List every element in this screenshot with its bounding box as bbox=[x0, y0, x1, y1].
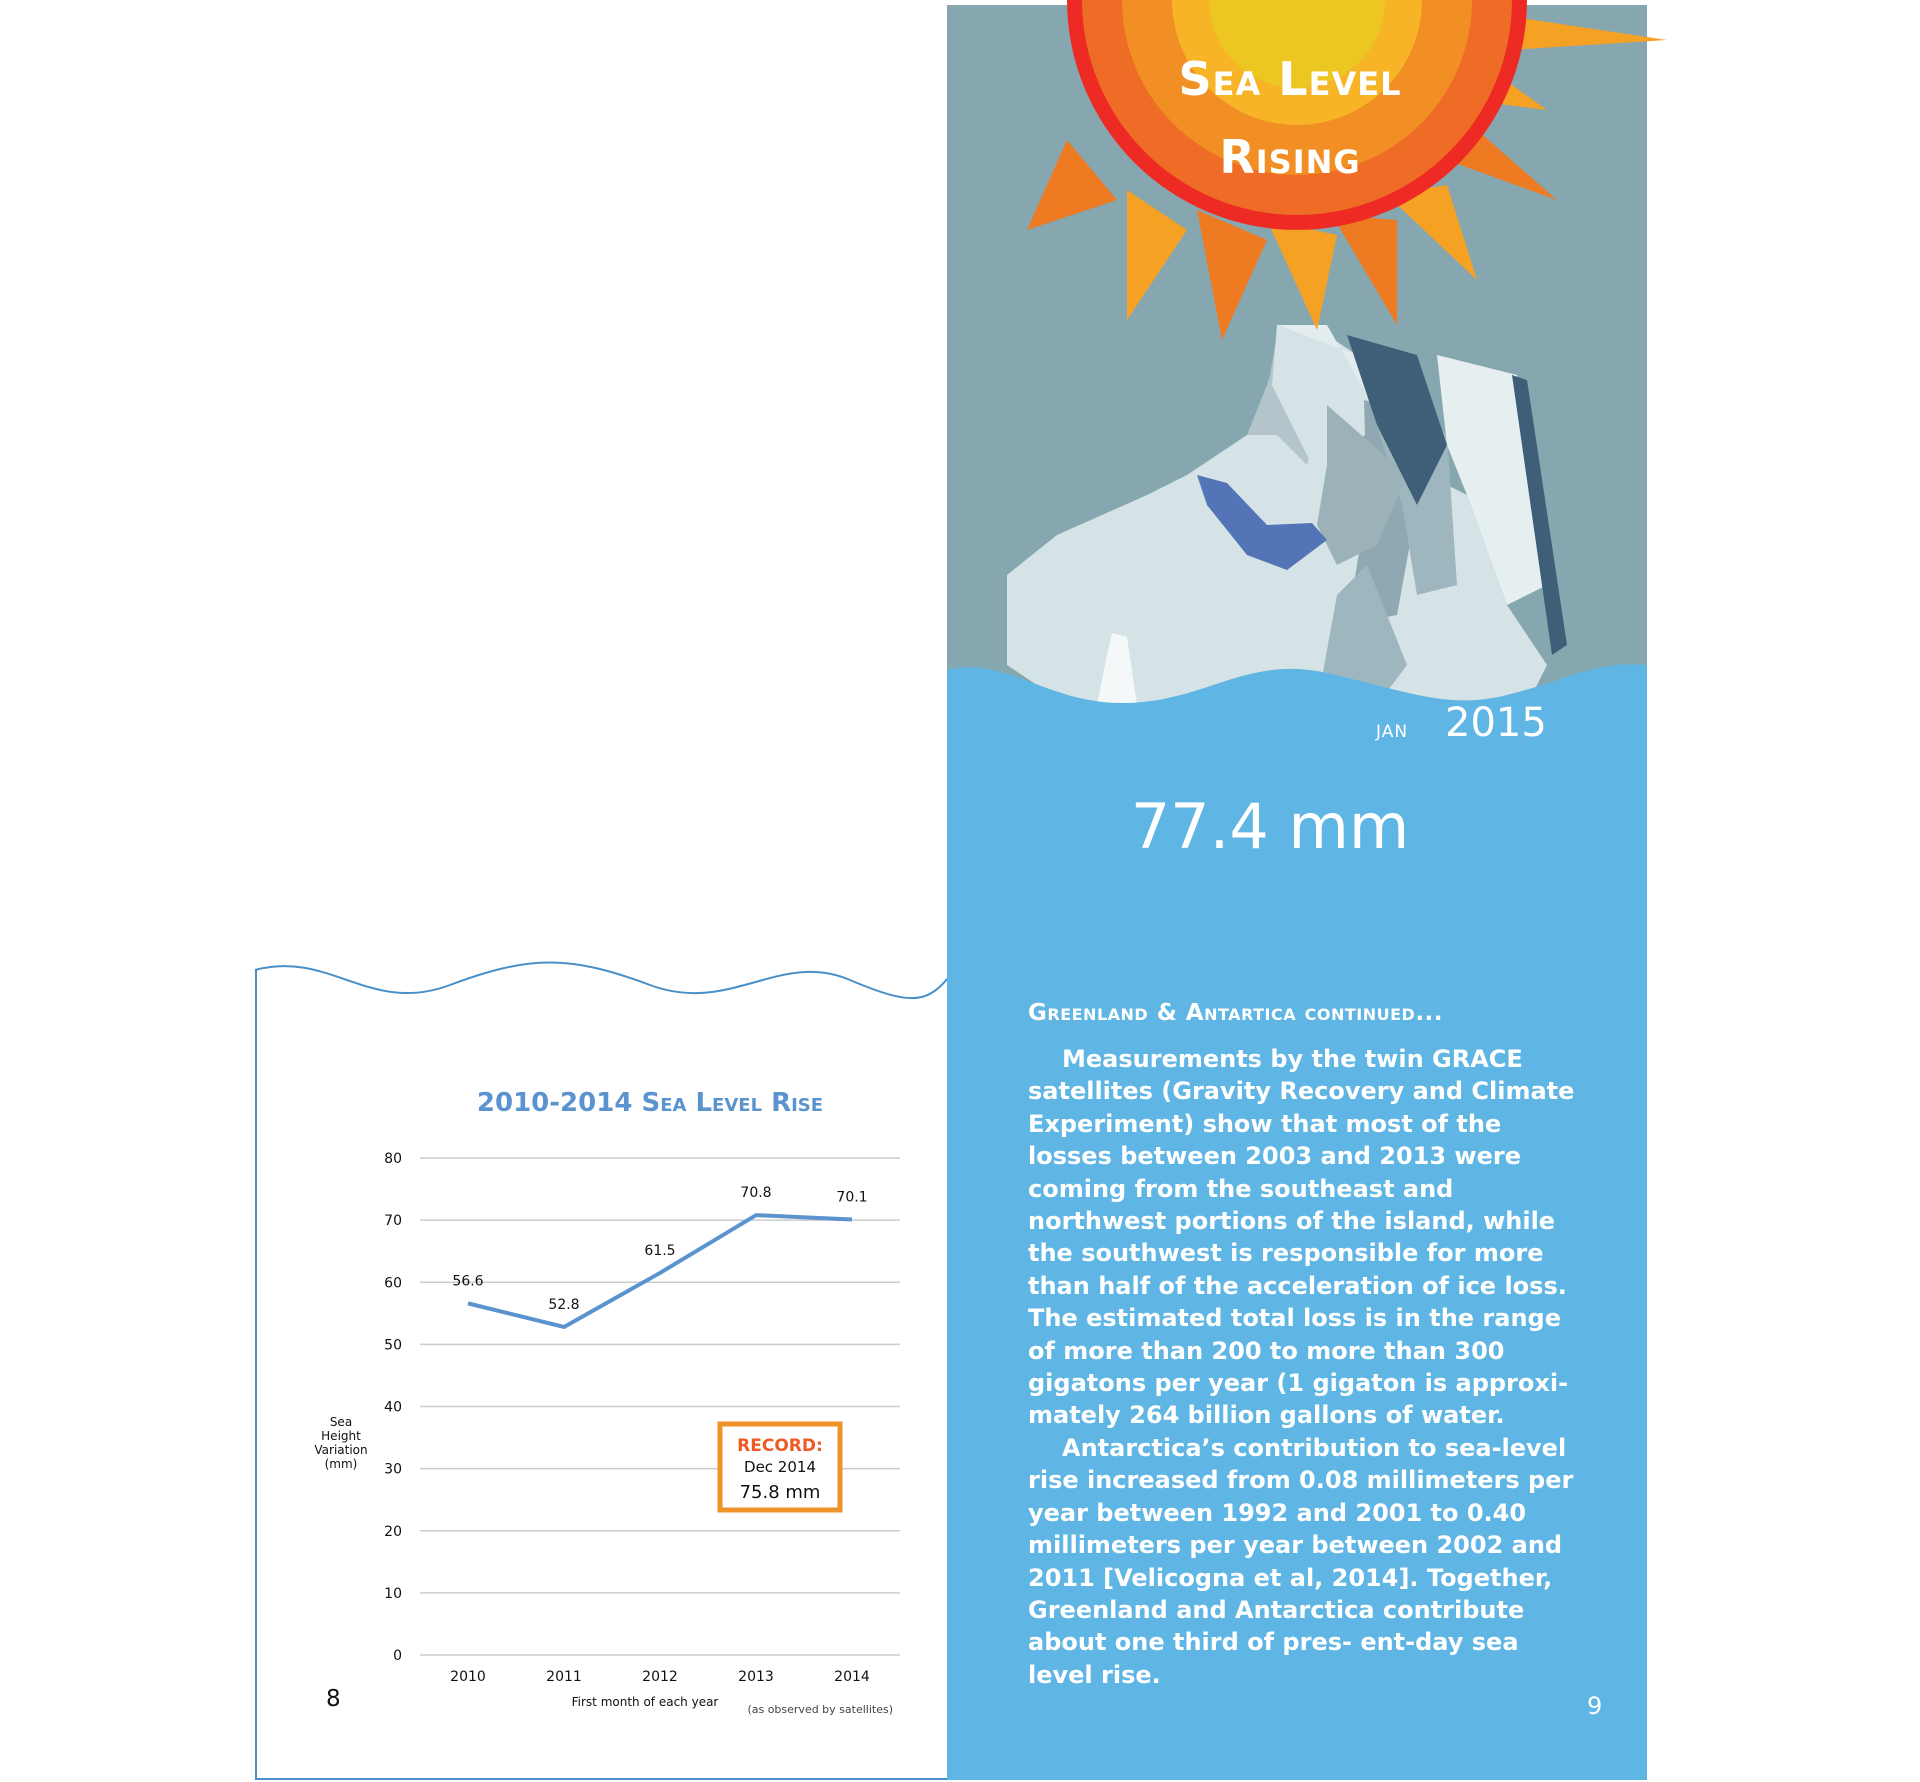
y-tick-label: 50 bbox=[384, 1337, 402, 1354]
body-paragraph-2: Antarctica’s contribution to sea-level rise increased from 0.08 millimeters per year between 1992 and 2001 to 0.40 millimeters per year between 2002 and 2011 [Velicogna et al, 2014]. Together, Greenland and Antarctica contribute about one third of pres- ent-day sea level rise. bbox=[1028, 1433, 1574, 1689]
y-axis-label-line: Variation bbox=[314, 1443, 368, 1457]
y-axis-label-line: (mm) bbox=[324, 1457, 358, 1471]
section-heading: Greenland & Antartica continued... bbox=[1028, 1000, 1444, 1026]
y-axis-label-line: Height bbox=[321, 1429, 361, 1443]
source-note: (as observed by satellites) bbox=[747, 1703, 893, 1716]
body-paragraph-1: Measurements by the twin GRACE satellites (Gravity Recovery and Climate Experiment) show that most of the losses between 2003 and 2013 were coming from the southeast and northwest portions of the island, while the southwest is responsible for more than half of the acceleration of ice loss. The estimated total loss is in the range of more than 200 to more than 300 gigatons per year (1 gigaton is approxi- mately 264 billion gallons of water. bbox=[1028, 1045, 1575, 1430]
chart-x-axis-label: First month of each year bbox=[571, 1695, 719, 1709]
data-label: 70.8 bbox=[740, 1185, 772, 1202]
record-callout bbox=[720, 1424, 840, 1510]
sea-level-measurement: 77.4 mm bbox=[1130, 790, 1410, 863]
date-month: jan bbox=[1376, 715, 1409, 743]
x-tick-label: 2011 bbox=[546, 1669, 582, 1685]
body-text bbox=[1028, 1043, 1588, 1691]
x-tick-label: 2010 bbox=[450, 1669, 486, 1685]
y-tick-label: 10 bbox=[384, 1585, 402, 1602]
chart-x-ticks bbox=[450, 1669, 870, 1685]
data-label: 61.5 bbox=[644, 1242, 676, 1259]
page-number-left: 8 bbox=[326, 1686, 341, 1712]
chart-y-ticks bbox=[384, 1151, 402, 1664]
page-title-line1: Sea Level bbox=[1178, 52, 1402, 106]
y-tick-label: 40 bbox=[384, 1399, 402, 1416]
chart-gridlines bbox=[420, 1158, 900, 1655]
chart-data-labels bbox=[452, 1185, 867, 1313]
y-tick-label: 0 bbox=[393, 1648, 402, 1664]
date-year: 2015 bbox=[1445, 700, 1547, 746]
x-tick-label: 2013 bbox=[738, 1669, 774, 1685]
data-label: 56.6 bbox=[452, 1273, 484, 1290]
y-tick-label: 70 bbox=[384, 1213, 402, 1230]
y-tick-label: 20 bbox=[384, 1523, 402, 1540]
y-tick-label: 60 bbox=[384, 1275, 402, 1292]
page-number-right: 9 bbox=[1587, 1692, 1603, 1720]
record-date: Dec 2014 bbox=[744, 1458, 816, 1476]
chart-title: 2010-2014 Sea Level Rise bbox=[476, 1088, 824, 1118]
x-tick-label: 2014 bbox=[834, 1669, 870, 1685]
data-label: 70.1 bbox=[836, 1189, 868, 1206]
chart-series-line bbox=[468, 1215, 852, 1327]
y-tick-label: 30 bbox=[384, 1461, 402, 1478]
record-value: 75.8 mm bbox=[739, 1482, 821, 1503]
page-title-line2: Rising bbox=[1219, 130, 1361, 184]
record-label: RECORD: bbox=[737, 1436, 823, 1456]
y-tick-label: 80 bbox=[384, 1151, 402, 1167]
y-axis-label-line: Sea bbox=[329, 1415, 353, 1429]
x-tick-label: 2012 bbox=[642, 1669, 678, 1685]
data-label: 52.8 bbox=[548, 1296, 580, 1313]
chart-y-axis-label bbox=[314, 1415, 367, 1471]
